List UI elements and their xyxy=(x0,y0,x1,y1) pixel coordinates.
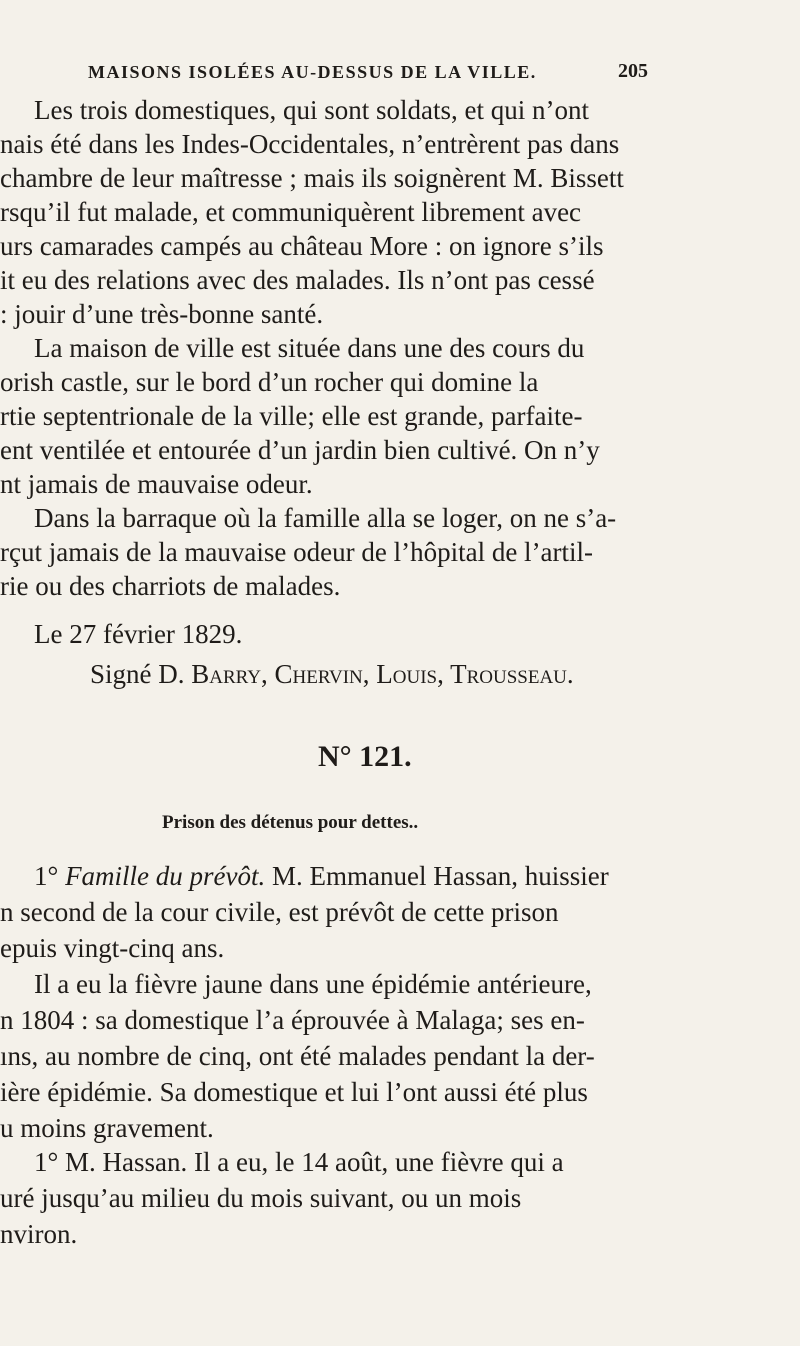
text-line: ière épidémie. Sa domestique et lui l’ont aussi été plus xyxy=(0,1077,588,1107)
text-line: n second de la cour civile, est prévôt de cette prison xyxy=(0,897,559,927)
page-number: 205 xyxy=(618,60,648,82)
text-line: nt jamais de mauvaise odeur. xyxy=(0,469,313,499)
text-line: rsqu’il fut malade, et communiquèrent librement avec xyxy=(0,197,582,227)
section-title: Prison des détenus pour dettes.. xyxy=(162,812,419,833)
text-line: rie ou des charriots de malades. xyxy=(0,571,341,601)
section-number: N° 121. xyxy=(318,740,412,773)
text-line: uré jusqu’au milieu du mois suivant, ou un mois xyxy=(0,1183,522,1213)
signature-line xyxy=(90,658,574,690)
text-line: rtie septentrionale de la ville; elle est grande, parfaite- xyxy=(0,401,583,431)
text-line: Les trois domestiques, qui sont soldats, et qui n’ont xyxy=(34,95,589,125)
text-line: 1° M. Hassan. Il a eu, le 14 août, une fièvre qui a xyxy=(34,1147,564,1177)
text-line: orish castle, sur le bord d’un rocher qui domine la xyxy=(0,367,539,397)
item-number: 1° xyxy=(34,861,59,891)
text-line: chambre de leur maîtresse ; mais ils soignèrent M. Bissett xyxy=(0,163,624,193)
text-line: ent ventilée et entourée d’un jardin bien cultivé. On n’y xyxy=(0,435,600,465)
text-line: rçut jamais de la mauvaise odeur de l’hôpital de l’artil- xyxy=(0,537,594,567)
text-line: u moins gravement. xyxy=(0,1113,214,1143)
item-title: Famille du prévôt. xyxy=(65,861,266,891)
text-line: Il a eu la fièvre jaune dans une épidémie antérieure, xyxy=(34,969,592,999)
text-line: : jouir d’une très-bonne santé. xyxy=(0,299,324,329)
text-line: nviron. xyxy=(0,1219,78,1249)
item-text: M. Emmanuel Hassan, huissier xyxy=(272,861,609,891)
signature-prefix: Signé D. xyxy=(90,659,185,689)
text-line xyxy=(34,860,609,892)
signature-names: Barry, Chervin, Louis, Trousseau. xyxy=(191,659,574,689)
text-line: nais été dans les Indes-Occidentales, n’entrèrent pas dans xyxy=(0,129,620,159)
running-title: MAISONS ISOLÉES AU-DESSUS DE LA VILLE. xyxy=(88,62,537,82)
text-line: it eu des relations avec des malades. Ils n’ont pas cessé xyxy=(0,265,595,295)
text-line: epuis vingt-cinq ans. xyxy=(0,933,225,963)
text-line: ıns, au nombre de cinq, ont été malades pendant la der- xyxy=(0,1041,595,1071)
text-line: La maison de ville est située dans une des cours du xyxy=(34,333,585,363)
text-line: n 1804 : sa domestique l’a éprouvée à Malaga; ses en- xyxy=(0,1005,585,1035)
text-line: urs camarades campés au château More : on ignore s’ils xyxy=(0,231,604,261)
text-line: Dans la barraque où la famille alla se loger, on ne s’a- xyxy=(34,503,617,533)
date-line: Le 27 février 1829. xyxy=(34,619,243,649)
